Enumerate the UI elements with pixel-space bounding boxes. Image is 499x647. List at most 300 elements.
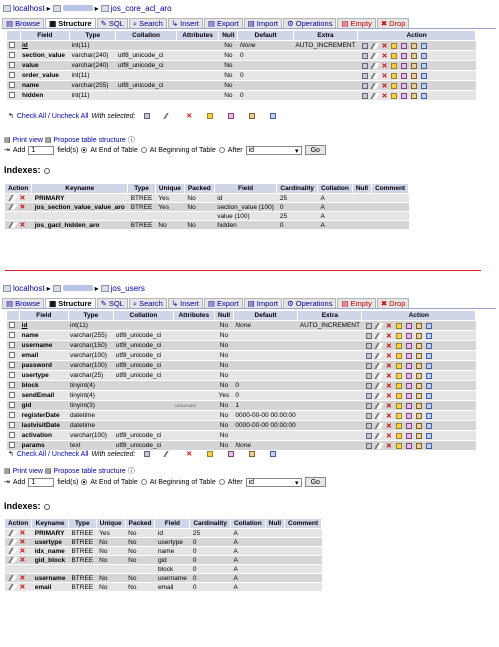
edit-icon[interactable] xyxy=(374,403,383,409)
unique-icon[interactable] xyxy=(406,413,412,419)
drop-index-icon[interactable]: ✕ xyxy=(19,557,26,564)
primary-key-icon[interactable] xyxy=(396,433,402,439)
tab-drop[interactable] xyxy=(377,18,410,28)
index-icon[interactable] xyxy=(411,53,417,59)
edit-icon[interactable] xyxy=(374,443,383,449)
edit-icon[interactable] xyxy=(374,413,383,419)
index-icon[interactable] xyxy=(416,353,422,359)
browse-distinct-icon[interactable] xyxy=(366,413,372,419)
browse-selected-icon[interactable] xyxy=(144,113,150,119)
cell-field[interactable]: block xyxy=(20,381,68,391)
unique-icon[interactable] xyxy=(406,323,412,329)
unique-icon[interactable] xyxy=(406,333,412,339)
fulltext-icon[interactable] xyxy=(426,363,432,369)
row-checkbox[interactable] xyxy=(9,412,15,418)
delete-icon[interactable]: ✕ xyxy=(381,92,388,100)
index-cell-cardinality: 0 xyxy=(190,565,231,574)
browse-distinct-icon[interactable] xyxy=(362,53,368,59)
edit-icon[interactable] xyxy=(370,73,379,79)
index-icon[interactable] xyxy=(416,443,422,449)
unique-icon[interactable] xyxy=(406,373,412,379)
after-field-select[interactable] xyxy=(246,146,302,155)
cell-default xyxy=(238,61,293,71)
index-cell-field: section_value (100) xyxy=(214,203,277,212)
row-actions xyxy=(362,341,476,351)
row-checkbox[interactable] xyxy=(9,342,15,348)
cell-field[interactable]: sendEmail xyxy=(20,391,68,401)
help-icon[interactable]: ⓘ xyxy=(125,137,135,144)
primary-key-icon[interactable] xyxy=(396,363,402,369)
row-checkbox[interactable] xyxy=(9,422,15,428)
edit-icon[interactable] xyxy=(374,323,383,329)
edit-icon[interactable] xyxy=(374,333,383,339)
tab-bar xyxy=(2,298,496,309)
database-name-redacted[interactable] xyxy=(63,285,93,291)
browse-distinct-icon[interactable] xyxy=(362,83,368,89)
indexes-header-row xyxy=(5,519,322,529)
primary-key-icon[interactable] xyxy=(391,53,397,59)
database-name-redacted[interactable] xyxy=(63,5,93,11)
breadcrumb-table[interactable]: jos_core_acl_aro xyxy=(110,3,172,13)
primary-key-icon[interactable] xyxy=(391,43,397,49)
cell-field[interactable]: password xyxy=(20,361,68,371)
browse-selected-icon[interactable] xyxy=(144,451,150,457)
index-cell-unique: Yes xyxy=(96,529,125,538)
delete-icon[interactable]: ✕ xyxy=(385,412,392,420)
tab-browse[interactable] xyxy=(2,298,44,308)
browse-distinct-icon[interactable] xyxy=(366,343,372,349)
unique-icon[interactable] xyxy=(406,433,412,439)
cell-field[interactable]: hidden xyxy=(20,91,70,101)
drop-index-icon[interactable]: ✕ xyxy=(19,548,26,555)
primary-key-icon[interactable] xyxy=(396,353,402,359)
at-beginning-label: At Beginning of Table xyxy=(149,146,216,154)
propose-structure-link[interactable]: Propose table structure xyxy=(53,137,126,144)
cell-field[interactable]: usertype xyxy=(20,371,68,381)
edit-index-icon[interactable] xyxy=(8,575,17,581)
unique-icon[interactable] xyxy=(406,443,412,449)
primary-key-icon[interactable] xyxy=(396,413,402,419)
delete-icon[interactable]: ✕ xyxy=(385,442,392,450)
propose-structure-link[interactable]: Propose table structure xyxy=(53,468,126,475)
cell-field[interactable]: gid xyxy=(20,401,68,411)
row-checkbox-cell xyxy=(7,401,20,411)
row-actions xyxy=(362,331,476,341)
fulltext-icon[interactable] xyxy=(426,353,432,359)
primary-selected-icon[interactable] xyxy=(207,113,213,119)
browse-distinct-icon[interactable] xyxy=(366,323,372,329)
delete-icon[interactable]: ✕ xyxy=(381,52,388,60)
at-beginning-radio[interactable] xyxy=(141,147,147,153)
cell-collation xyxy=(116,41,176,51)
fulltext-icon[interactable] xyxy=(426,323,432,329)
index-cell-comment xyxy=(285,574,322,583)
index-selected-icon[interactable] xyxy=(249,113,255,119)
fulltext-icon[interactable] xyxy=(421,83,427,89)
index-icon[interactable] xyxy=(416,373,422,379)
at-beginning-radio[interactable] xyxy=(141,479,147,485)
cell-field[interactable]: value xyxy=(20,61,70,71)
drop-index-icon[interactable]: ✕ xyxy=(19,575,26,582)
cell-null: No xyxy=(219,51,238,61)
tab-operations[interactable] xyxy=(283,18,336,28)
check-all-link[interactable]: Check All / Uncheck All xyxy=(16,112,89,120)
delete-selected-icon[interactable]: ✕ xyxy=(186,113,193,120)
delete-icon[interactable]: ✕ xyxy=(381,72,388,80)
after-radio[interactable] xyxy=(219,479,225,485)
tab-drop[interactable] xyxy=(377,298,410,308)
primary-key-icon[interactable] xyxy=(391,73,397,79)
edit-index-icon[interactable] xyxy=(8,557,17,563)
index-icon[interactable] xyxy=(416,433,422,439)
primary-key-icon[interactable] xyxy=(396,403,402,409)
after-radio[interactable] xyxy=(219,147,225,153)
row-checkbox-cell xyxy=(7,61,21,71)
edit-icon[interactable] xyxy=(370,93,379,99)
breadcrumb-server[interactable]: localhost xyxy=(13,283,45,293)
edit-icon[interactable] xyxy=(374,383,383,389)
fulltext-icon[interactable] xyxy=(421,73,427,79)
row-checkbox[interactable] xyxy=(9,442,15,448)
edit-icon[interactable] xyxy=(374,363,383,369)
row-checkbox[interactable] xyxy=(9,332,15,338)
fulltext-icon[interactable] xyxy=(426,333,432,339)
delete-icon[interactable]: ✕ xyxy=(385,362,392,370)
primary-key-icon[interactable] xyxy=(391,83,397,89)
index-icon[interactable] xyxy=(416,363,422,369)
tab-insert[interactable] xyxy=(168,18,203,28)
primary-key-icon[interactable] xyxy=(391,63,397,69)
browse-distinct-icon[interactable] xyxy=(366,433,372,439)
unique-icon[interactable] xyxy=(406,383,412,389)
edit-icon[interactable] xyxy=(374,393,383,399)
edit-index-icon[interactable] xyxy=(8,539,17,545)
fulltext-icon[interactable] xyxy=(426,383,432,389)
edit-icon[interactable] xyxy=(370,43,379,49)
cell-field[interactable]: id xyxy=(20,41,70,51)
index-icon[interactable] xyxy=(416,343,422,349)
row-checkbox[interactable] xyxy=(9,352,15,358)
row-checkbox[interactable] xyxy=(9,42,15,48)
row-checkbox[interactable] xyxy=(9,362,15,368)
index-icon[interactable] xyxy=(416,423,422,429)
index-cell-cardinality: 0 xyxy=(190,547,231,556)
go-button[interactable]: Go xyxy=(305,145,326,155)
go-button[interactable]: Go xyxy=(305,477,326,487)
info-icon[interactable] xyxy=(44,504,50,510)
primary-key-icon[interactable] xyxy=(396,323,402,329)
delete-icon[interactable]: ✕ xyxy=(385,392,392,400)
fulltext-icon[interactable] xyxy=(421,93,427,99)
drop-index-icon[interactable]: ✕ xyxy=(19,204,26,211)
index-cell-type: BTREE xyxy=(128,194,156,203)
unique-icon[interactable] xyxy=(406,423,412,429)
browse-distinct-icon[interactable] xyxy=(366,363,372,369)
tab-browse[interactable] xyxy=(2,18,44,28)
primary-selected-icon[interactable] xyxy=(207,451,213,457)
index-icon[interactable] xyxy=(411,63,417,69)
row-checkbox[interactable] xyxy=(9,402,15,408)
cell-collation: utf8_unicode_ci xyxy=(114,361,173,371)
cell-default: 0000-00-00 00:00:00 xyxy=(235,422,296,429)
fulltext-selected-icon[interactable] xyxy=(270,113,276,119)
browse-distinct-icon[interactable] xyxy=(366,423,372,429)
print-view-link[interactable]: Print view xyxy=(12,137,43,144)
edit-icon[interactable] xyxy=(370,63,379,69)
index-row xyxy=(5,547,322,556)
fulltext-icon[interactable] xyxy=(426,343,432,349)
info-icon[interactable] xyxy=(44,168,50,174)
tab-sql[interactable] xyxy=(97,298,128,308)
index-icon[interactable] xyxy=(416,333,422,339)
tab-search[interactable] xyxy=(129,298,167,308)
after-field-select[interactable] xyxy=(246,478,302,487)
row-checkbox[interactable] xyxy=(9,62,15,68)
browse-distinct-icon[interactable] xyxy=(366,373,372,379)
cell-field[interactable]: email xyxy=(20,351,68,361)
edit-icon[interactable] xyxy=(374,423,383,429)
cell-field[interactable]: name xyxy=(20,331,68,341)
drop-index-icon[interactable]: ✕ xyxy=(19,530,26,537)
primary-key-icon[interactable] xyxy=(396,333,402,339)
tab-sql[interactable] xyxy=(97,18,128,28)
cell-field[interactable]: lastvisitDate xyxy=(20,421,68,431)
cell-default: 0 xyxy=(238,51,293,61)
primary-key-icon[interactable] xyxy=(396,423,402,429)
index-cell-field: usertype xyxy=(155,538,190,547)
fulltext-icon[interactable] xyxy=(426,413,432,419)
index-icon[interactable] xyxy=(416,393,422,399)
edit-icon[interactable] xyxy=(374,373,383,379)
at-end-radio[interactable] xyxy=(81,147,87,153)
unique-icon[interactable] xyxy=(406,343,412,349)
edit-icon[interactable] xyxy=(370,83,379,89)
cell-field[interactable]: params xyxy=(20,441,68,451)
index-icon[interactable] xyxy=(411,93,417,99)
browse-distinct-icon[interactable] xyxy=(362,63,368,69)
browse-distinct-icon[interactable] xyxy=(366,393,372,399)
cell-collation: utf8_unicode_ci xyxy=(116,51,176,61)
delete-selected-icon[interactable]: ✕ xyxy=(186,451,193,458)
unique-icon[interactable] xyxy=(406,403,412,409)
row-checkbox[interactable] xyxy=(9,52,15,58)
drop-index-icon[interactable]: ✕ xyxy=(19,584,26,591)
primary-key-icon[interactable] xyxy=(396,393,402,399)
index-actions xyxy=(5,529,32,538)
check-all-link[interactable]: Check All / Uncheck All xyxy=(16,450,89,458)
index-header-collation: Collation xyxy=(230,519,265,529)
drop-index-icon[interactable]: ✕ xyxy=(19,539,26,546)
primary-key-icon[interactable] xyxy=(396,383,402,389)
fulltext-icon[interactable] xyxy=(421,43,427,49)
row-checkbox[interactable] xyxy=(9,392,15,398)
row-checkbox[interactable] xyxy=(9,92,15,98)
edit-index-icon[interactable] xyxy=(8,530,17,536)
tab-structure[interactable] xyxy=(45,18,95,28)
edit-index-icon[interactable] xyxy=(8,548,17,554)
select-column-header xyxy=(7,31,21,41)
unique-icon[interactable] xyxy=(401,53,407,59)
tab-export[interactable] xyxy=(204,18,243,28)
cell-field[interactable]: username xyxy=(20,341,68,351)
row-checkbox[interactable] xyxy=(9,432,15,438)
index-cell-null xyxy=(352,212,371,221)
primary-key-icon[interactable] xyxy=(396,373,402,379)
edit-index-icon[interactable] xyxy=(8,195,17,201)
unique-selected-icon[interactable] xyxy=(228,113,234,119)
row-actions xyxy=(362,391,476,401)
cell-extra xyxy=(298,431,362,441)
cell-field[interactable]: section_value xyxy=(20,51,70,61)
edit-selected-icon[interactable] xyxy=(164,451,173,457)
delete-icon[interactable]: ✕ xyxy=(385,342,392,350)
tab-empty[interactable] xyxy=(337,18,375,28)
index-cell-unique: No xyxy=(96,574,125,583)
row-checkbox[interactable] xyxy=(9,322,15,328)
cell-extra xyxy=(293,51,357,61)
index-icon[interactable] xyxy=(416,323,422,329)
edit-icon[interactable] xyxy=(374,353,383,359)
tab-import[interactable] xyxy=(244,18,282,28)
delete-icon[interactable]: ✕ xyxy=(381,82,388,90)
index-actions xyxy=(5,203,32,212)
fulltext-icon[interactable] xyxy=(421,63,427,69)
delete-icon[interactable]: ✕ xyxy=(385,372,392,380)
browse-distinct-icon[interactable] xyxy=(366,403,372,409)
primary-key-icon[interactable] xyxy=(396,343,402,349)
cell-field[interactable]: order_value xyxy=(20,71,70,81)
edit-index-icon[interactable] xyxy=(8,584,17,590)
index-icon[interactable] xyxy=(411,43,417,49)
fulltext-icon[interactable] xyxy=(426,433,432,439)
field-count-input[interactable]: 1 xyxy=(28,146,54,155)
browse-distinct-icon[interactable] xyxy=(366,333,372,339)
delete-icon[interactable]: ✕ xyxy=(385,422,392,430)
cell-type: varchar(255) xyxy=(68,331,114,341)
tab-empty[interactable] xyxy=(337,298,375,308)
row-checkbox[interactable] xyxy=(9,82,15,88)
index-cell-cardinality: 0 xyxy=(190,556,231,565)
delete-icon[interactable]: ✕ xyxy=(381,62,388,70)
unique-icon[interactable] xyxy=(406,363,412,369)
row-checkbox[interactable] xyxy=(9,382,15,388)
delete-icon[interactable]: ✕ xyxy=(385,352,392,360)
cell-default xyxy=(233,331,297,341)
browse-distinct-icon[interactable] xyxy=(366,383,372,389)
at-end-radio[interactable] xyxy=(81,479,87,485)
fulltext-icon[interactable] xyxy=(421,53,427,59)
add-field-row xyxy=(4,145,326,155)
drop-index-icon[interactable]: ✕ xyxy=(19,195,26,202)
cell-extra xyxy=(293,71,357,81)
fulltext-icon[interactable] xyxy=(426,423,432,429)
fulltext-icon[interactable] xyxy=(426,373,432,379)
edit-index-icon[interactable] xyxy=(8,222,17,228)
browse-distinct-icon[interactable] xyxy=(362,73,368,79)
fulltext-selected-icon[interactable] xyxy=(270,451,276,457)
index-cell-cardinality: 25 xyxy=(277,194,318,203)
tab-insert[interactable] xyxy=(168,298,203,308)
drop-icon: ✖ xyxy=(380,19,388,28)
row-checkbox[interactable] xyxy=(9,372,15,378)
unique-icon[interactable] xyxy=(406,353,412,359)
index-cell-collation: A xyxy=(230,565,265,574)
unique-icon[interactable] xyxy=(401,43,407,49)
index-cell-packed: No xyxy=(125,529,155,538)
cell-type: varchar(255) xyxy=(70,81,116,91)
index-icon[interactable] xyxy=(416,383,422,389)
edit-selected-icon[interactable] xyxy=(164,113,173,119)
index-icon[interactable] xyxy=(416,413,422,419)
cell-default: 0 xyxy=(233,391,297,401)
primary-key-icon[interactable] xyxy=(391,93,397,99)
cell-type: int(11) xyxy=(70,91,116,101)
cell-field[interactable]: id xyxy=(20,321,68,331)
delete-icon[interactable]: ✕ xyxy=(385,432,392,440)
browse-distinct-icon[interactable] xyxy=(366,353,372,359)
row-checkbox-cell xyxy=(7,51,21,61)
tab-operations[interactable] xyxy=(283,298,336,308)
breadcrumb-table[interactable]: jos_users xyxy=(110,283,145,293)
tab-export[interactable] xyxy=(204,298,243,308)
index-icon[interactable] xyxy=(416,403,422,409)
cell-field[interactable]: registerDate xyxy=(20,411,68,421)
delete-icon[interactable]: ✕ xyxy=(385,382,392,390)
unique-icon[interactable] xyxy=(401,93,407,99)
fulltext-icon[interactable] xyxy=(426,393,432,399)
tab-structure[interactable] xyxy=(45,298,95,308)
structure-header-row xyxy=(7,31,476,41)
edit-icon[interactable] xyxy=(374,433,383,439)
cell-field[interactable]: name xyxy=(20,81,70,91)
edit-icon[interactable] xyxy=(370,53,379,59)
primary-key-icon[interactable] xyxy=(396,443,402,449)
print-view-link[interactable]: Print view xyxy=(12,468,43,475)
drop-index-icon[interactable]: ✕ xyxy=(19,222,26,229)
index-selected-icon[interactable] xyxy=(249,451,255,457)
fulltext-icon[interactable] xyxy=(426,443,432,449)
tab-label: Drop xyxy=(389,299,406,308)
help-icon[interactable]: ⓘ xyxy=(125,468,135,475)
browse-distinct-icon[interactable] xyxy=(362,93,368,99)
field-count-input[interactable]: 1 xyxy=(28,478,54,487)
unique-icon[interactable] xyxy=(401,83,407,89)
unique-icon[interactable] xyxy=(406,393,412,399)
delete-icon[interactable]: ✕ xyxy=(381,42,388,50)
delete-icon[interactable]: ✕ xyxy=(385,332,392,340)
unique-selected-icon[interactable] xyxy=(228,451,234,457)
unique-icon[interactable] xyxy=(401,63,407,69)
index-cell-type: BTREE xyxy=(68,574,96,583)
edit-index-icon[interactable] xyxy=(8,204,17,210)
cell-extra xyxy=(293,61,357,71)
browse-distinct-icon[interactable] xyxy=(362,43,368,49)
cell-field[interactable]: activation xyxy=(20,431,68,441)
breadcrumb-server[interactable]: localhost xyxy=(13,3,45,13)
delete-icon[interactable]: ✕ xyxy=(385,322,392,330)
edit-icon[interactable] xyxy=(374,343,383,349)
tab-search[interactable] xyxy=(129,18,167,28)
index-icon[interactable] xyxy=(411,73,417,79)
row-checkbox[interactable] xyxy=(9,72,15,78)
delete-icon[interactable]: ✕ xyxy=(385,402,392,410)
browse-distinct-icon[interactable] xyxy=(366,443,372,449)
unique-icon[interactable] xyxy=(401,73,407,79)
index-icon[interactable] xyxy=(411,83,417,89)
fulltext-icon[interactable] xyxy=(426,403,432,409)
tab-import[interactable] xyxy=(244,298,282,308)
index-cell-keyname: idx_name xyxy=(32,547,69,556)
